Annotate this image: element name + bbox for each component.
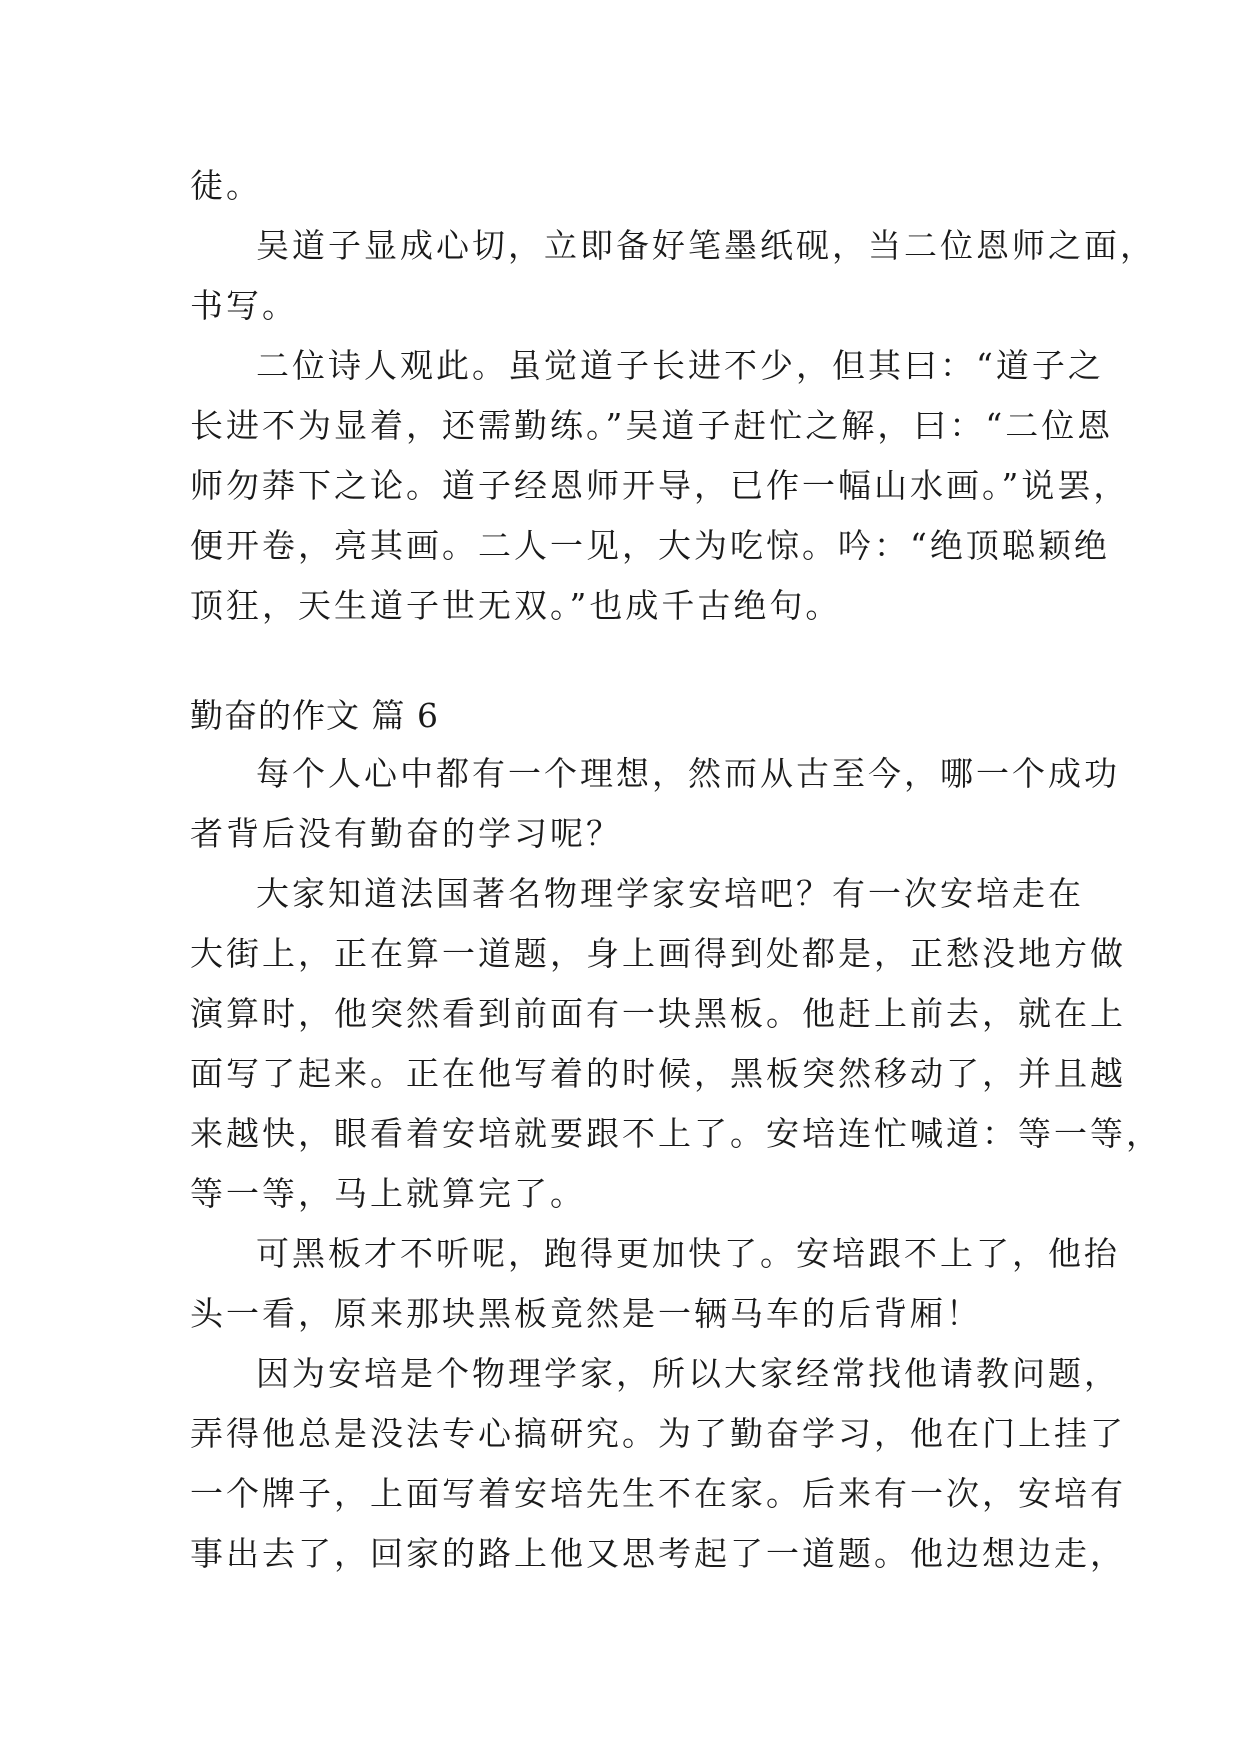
text-line: 一个牌子，上面写着安培先生不在家。后来有一次，安培有 xyxy=(190,1474,1126,1513)
text-line: 头一看，原来那块黑板竟然是一辆马车的后背厢！ xyxy=(190,1294,982,1333)
text-line: 者背后没有勤奋的学习呢？ xyxy=(190,814,622,853)
text-line: 书写。 xyxy=(190,286,298,325)
text-line: 大家知道法国著名物理学家安培吧？有一次安培走在 xyxy=(256,874,1084,913)
text-line: 可黑板才不听呢，跑得更加快了。安培跟不上了，他抬 xyxy=(256,1234,1120,1273)
text-line: 顶狂，天生道子世无双。”也成千古绝句。 xyxy=(190,586,842,625)
text-line: 便开卷，亮其画。二人一见，大为吃惊。吟：“绝顶聪颖绝 xyxy=(190,526,1110,565)
text-line: 吴道子显成心切，立即备好笔墨纸砚，当二位恩师之面， xyxy=(256,226,1156,265)
text-line: 长进不为显着，还需勤练。”吴道子赶忙之解，曰：“二位恩 xyxy=(190,406,1114,445)
text-line: 面写了起来。正在他写着的时候，黑板突然移动了，并且越 xyxy=(190,1054,1126,1093)
text-line: 演算时，他突然看到前面有一块黑板。他赶上前去，就在上 xyxy=(190,994,1126,1033)
text-line: 二位诗人观此。虽觉道子长进不少，但其曰：“道子之 xyxy=(256,346,1104,385)
text-line: 等一等，马上就算完了。 xyxy=(190,1174,586,1213)
text-line: 每个人心中都有一个理想，然而从古至今，哪一个成功 xyxy=(256,754,1120,793)
text-line: 徒。 xyxy=(190,166,262,205)
text-line: 弄得他总是没法专心搞研究。为了勤奋学习，他在门上挂了 xyxy=(190,1414,1126,1453)
text-line: 大街上，正在算一道题，身上画得到处都是，正愁没地方做 xyxy=(190,934,1126,973)
text-line: 因为安培是个物理学家，所以大家经常找他请教问题， xyxy=(256,1354,1120,1393)
section-heading: 勤奋的作文 篇 6 xyxy=(190,696,439,735)
text-line: 师勿莽下之论。道子经恩师开导，已作一幅山水画。”说罢， xyxy=(190,466,1130,505)
text-line: 来越快，眼看着安培就要跟不上了。安培连忙喊道：等一等， xyxy=(190,1114,1162,1153)
text-line: 事出去了，回家的路上他又思考起了一道题。他边想边走， xyxy=(190,1534,1126,1573)
